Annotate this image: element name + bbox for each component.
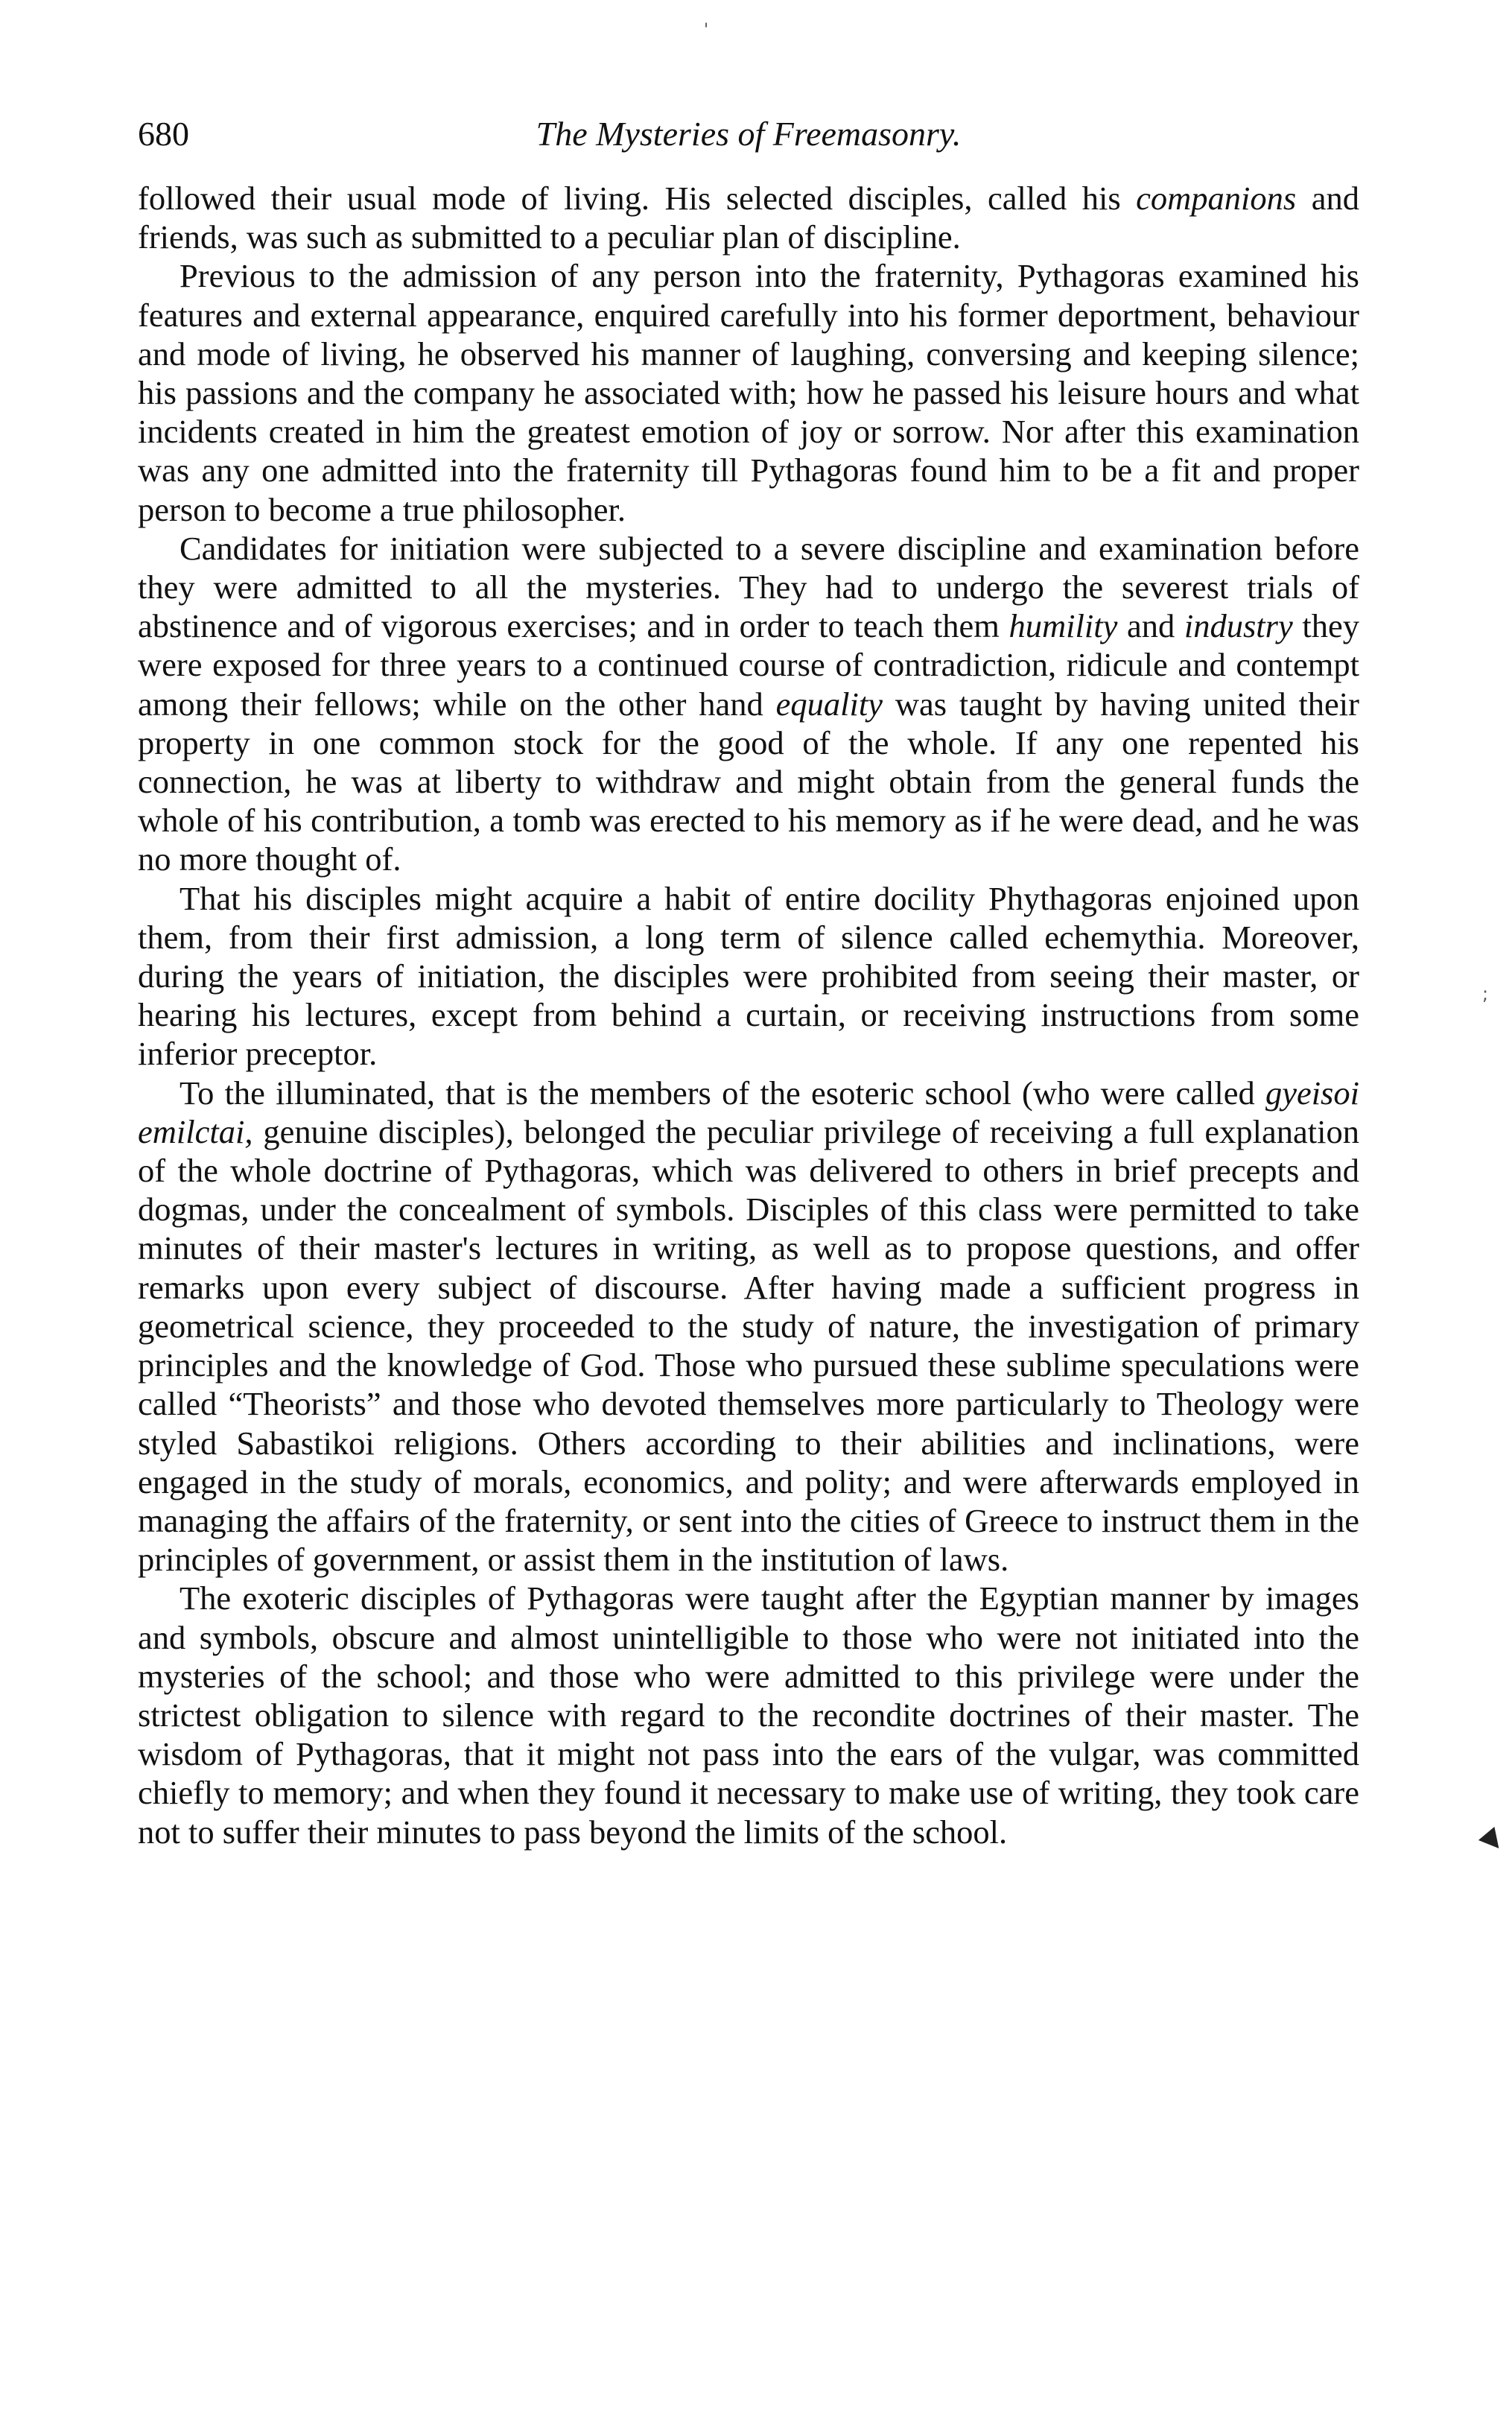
text-run: The exoteric disciples of Pythagoras were taught after the Egyptian manner by images and symbols, obscure and almost unintelligible to those who were not initiated into the mysteries of the school; and those who were admitted to this privilege were under the strictest obligation to silence with regard to the recondite doctrines of their master. The wisdom of Pythagoras, that it might not pass into the ears of the vulgar, was committed chiefly to memory; and when they found it necessary to make use of writing, they took care not to suffer their minutes to pass beyond the limits of the school. [138,1579,1359,1851]
paragraph [138,879,1359,1074]
text-run: they were exposed for three years to a continued course of contradiction, ridicule and contempt among their fellows; while on the other hand [138,607,1359,723]
paragraph [138,179,1359,256]
text-run: Previous to the admission of any person into the fraternity, Pythagoras examined his features and external appearance, enquired carefully into his former deportment, behaviour and mode of living, he observed his manner of laughing, conversing and keeping silence; his passions and the company he associated with; how he passed his leisure hours and what incidents created in him the greatest emotion of joy or sorrow. Nor after this examination was any one admitted into the fraternity till Pythagoras found him to be a fit and proper person to become a true philosopher. [138,257,1359,528]
text-run: Candidates for initiation were subjected to a severe discipline and examination before they were admitted to all the mysteries. They had to undergo the severest trials of abstinence and of vigorous exercises; and in order to teach them [138,529,1359,645]
paragraph [138,1579,1359,1851]
text-run: That his disciples might acquire a habit of entire docility Phythagoras enjoined upon them, from their first admission, a long term of silence called echemythia. Moreover, during the years of initiation, the disciples were prohibited from seeing their master, or hearing his lectures, except from behind a curtain, or receiving instructions from some inferior preceptor. [138,879,1359,1073]
body-text [138,179,1359,1851]
text-run: was taught by having united their property in one common stock for the good of the whole. If any one repented his connection, he was at liberty to withdraw and might obtain from the general funds the whole of his contribution, a tomb was erected to his memory as if he were dead, and he was no more thought of. [138,685,1359,878]
cursor-arrow-icon [1478,1827,1507,1855]
text-run: followed their usual mode of living. His selected disciples, called his [138,180,1137,217]
running-title: The Mysteries of Freemasonry. [536,115,962,153]
italic-term: gyeisoi emilctai, [138,1074,1359,1150]
text-run: genuine disciples), belonged the peculiar privilege of receiving a full explanation of the whole doctrine of Pythagoras, which was delivered to others in brief precepts and dogmas, under the concealment of symbols. Disciples of this class were permitted to take minutes of their master's lectures in writing, as well as to propose questions, and offer remarks upon every subject of discourse. After having made a sufficient progress in geometrical science, they proceeded to the study of nature, the investigation of primary principles and the knowledge of God. Those who pursued these sublime speculations were called “Theorists” and those who devoted themselves more particularly to Theology were styled Sabastikoi religions. Others according to their abilities and inclinations, were engaged in the study of morals, economics, and polity; and were afterwards employed in managing the affairs of the fraternity, or sent into the cities of Greece to instruct them in the principles of government, or assist them in the institution of laws. [138,1112,1359,1579]
paragraph [138,1074,1359,1579]
paragraph [138,256,1359,528]
italic-term: equality [775,685,883,723]
text-run: To the illuminated, that is the members of the esoteric school (who were called [180,1074,1265,1112]
text-run: and friends, was such as submitted to a peculiar plan of discipline. [138,180,1359,256]
paragraph [138,529,1359,879]
text-run: and [1117,607,1184,645]
italic-term: humility [1008,607,1118,645]
margin-mark: ; [1482,983,1489,1004]
italic-term: industry [1184,607,1293,645]
page-number: 680 [138,115,189,153]
stray-print-mark: ' [704,21,709,39]
page-header [138,112,1359,171]
italic-term: companions [1136,180,1297,217]
